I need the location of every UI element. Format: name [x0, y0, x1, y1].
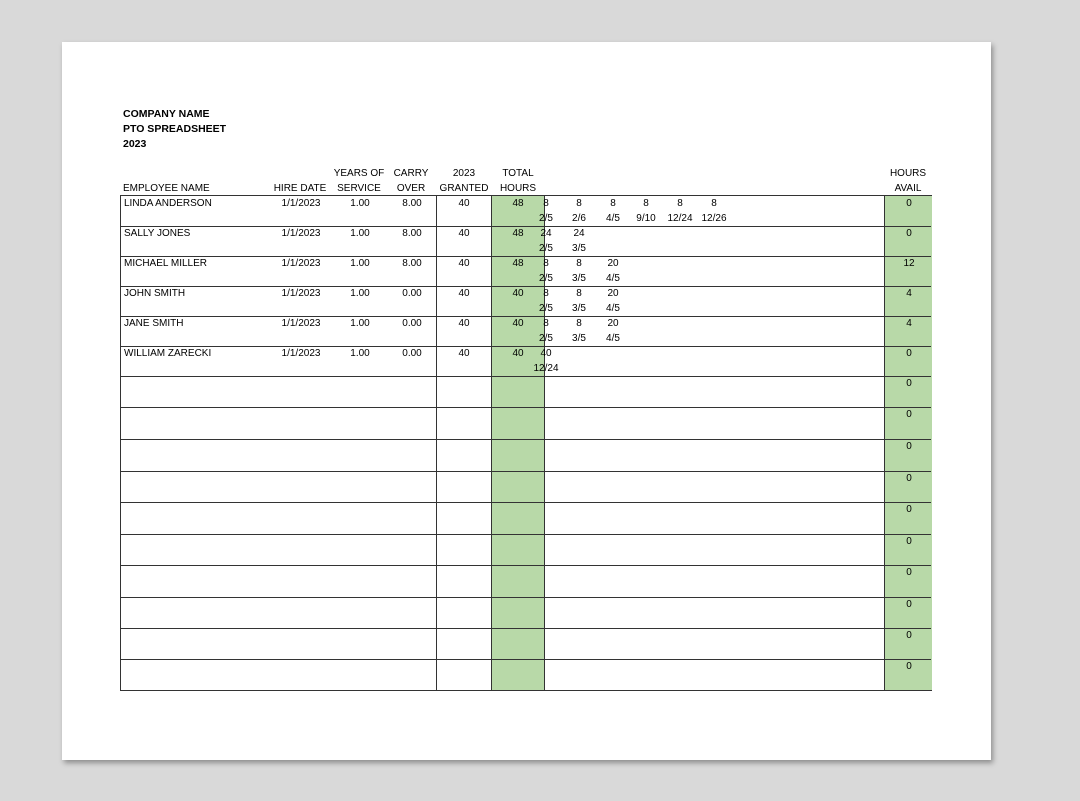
row-divider [121, 439, 931, 440]
pto-date: 2/6 [572, 212, 586, 224]
hours-avail-cell: 0 [906, 504, 912, 515]
granted-cell: 40 [458, 318, 470, 329]
hours-avail-cell: 0 [906, 599, 912, 610]
employee-name-cell: JANE SMITH [124, 318, 184, 329]
row-divider [121, 407, 931, 408]
header-employee-name: EMPLOYEE NAME [123, 183, 210, 194]
hours-avail-cell: 0 [906, 441, 912, 452]
row-divider [121, 534, 931, 535]
pto-date: 2/5 [539, 272, 553, 284]
header-carry-over-line2: OVER [396, 183, 426, 194]
pto-hours: 8 [677, 198, 683, 209]
pto-date: 3/5 [572, 332, 586, 344]
pto-hours: 8 [543, 288, 549, 299]
hours-avail-cell: 0 [906, 661, 912, 672]
hours-avail-cell: 4 [906, 318, 912, 329]
employee-name-cell: JOHN SMITH [124, 288, 186, 299]
hours-avail-cell: 4 [906, 288, 912, 299]
granted-cell: 40 [458, 228, 470, 239]
hire-date-cell: 1/1/2023 [281, 258, 321, 269]
pto-hours: 8 [576, 288, 582, 299]
years-of-service-cell: 1.00 [350, 198, 370, 209]
hours-avail-cell: 0 [906, 348, 912, 359]
pto-date: 4/5 [606, 272, 620, 284]
hire-date-cell: 1/1/2023 [281, 318, 321, 329]
pto-date: 3/5 [572, 242, 586, 254]
total-hours-cell: 40 [512, 288, 524, 299]
pto-hours: 8 [610, 198, 616, 209]
employee-name-cell: WILLIAM ZARECKI [124, 348, 212, 359]
pto-hours: 20 [607, 258, 619, 269]
header-granted-line1: 2023 [452, 168, 476, 179]
pto-hours: 20 [607, 288, 619, 299]
pto-hours: 24 [540, 228, 552, 239]
hours-avail-cell: 0 [906, 228, 912, 239]
header-carry-over-line1: CARRY [393, 168, 429, 179]
header-total-hours-line2: HOURS [499, 183, 537, 194]
pto-table [120, 195, 932, 691]
row-divider [121, 376, 931, 377]
hours-avail-cell: 0 [906, 409, 912, 420]
pto-hours: 20 [607, 318, 619, 329]
sheet-year: 2023 [123, 138, 147, 150]
pto-hours: 40 [540, 348, 552, 359]
pto-hours: 8 [643, 198, 649, 209]
hours-avail-cell: 0 [906, 198, 912, 209]
pto-hours: 8 [543, 258, 549, 269]
hours-avail-cell: 0 [906, 630, 912, 641]
header-years-of-service-line2: SERVICE [337, 183, 381, 194]
total-hours-cell: 40 [512, 348, 524, 359]
employee-name-cell: LINDA ANDERSON [124, 198, 212, 209]
header-granted-line2: GRANTED [439, 183, 489, 194]
header-hire-date: HIRE DATE [273, 183, 327, 194]
hire-date-cell: 1/1/2023 [281, 288, 321, 299]
granted-cell: 40 [458, 288, 470, 299]
years-of-service-cell: 1.00 [350, 228, 370, 239]
employee-name-cell: MICHAEL MILLER [124, 258, 207, 269]
years-of-service-cell: 1.00 [350, 258, 370, 269]
pto-date: 2/5 [539, 242, 553, 254]
pto-date: 12/24 [533, 362, 559, 374]
row-divider [121, 628, 931, 629]
hire-date-cell: 1/1/2023 [281, 348, 321, 359]
pto-hours: 8 [576, 318, 582, 329]
pto-date: 2/5 [539, 332, 553, 344]
pto-date: 4/5 [606, 302, 620, 314]
carry-over-cell: 0.00 [402, 288, 422, 299]
pto-date: 2/5 [539, 212, 553, 224]
years-of-service-cell: 1.00 [350, 348, 370, 359]
hours-avail-cell: 0 [906, 378, 912, 389]
header-total-hours-line1: TOTAL [502, 168, 534, 179]
row-divider [121, 597, 931, 598]
sheet-title: PTO SPREADSHEET [123, 123, 227, 135]
total-hours-cell: 40 [512, 318, 524, 329]
years-of-service-cell: 1.00 [350, 318, 370, 329]
carry-over-cell: 0.00 [402, 318, 422, 329]
pto-date: 12/24 [667, 212, 693, 224]
header-hours-avail-line1: HOURS [889, 168, 927, 179]
company-name: COMPANY NAME [123, 108, 210, 120]
granted-cell: 40 [458, 198, 470, 209]
pto-date: 2/5 [539, 302, 553, 314]
row-divider [121, 659, 931, 660]
pto-hours: 24 [573, 228, 585, 239]
header-hours-avail-line2: AVAIL [894, 183, 922, 194]
pto-date: 9/10 [636, 212, 656, 224]
pto-hours: 8 [543, 318, 549, 329]
row-divider [121, 502, 931, 503]
pto-date: 12/26 [701, 212, 727, 224]
total-hours-cell: 48 [512, 198, 524, 209]
pto-hours: 8 [543, 198, 549, 209]
pto-date: 3/5 [572, 272, 586, 284]
carry-over-cell: 8.00 [402, 228, 422, 239]
row-divider [121, 471, 931, 472]
employee-name-cell: SALLY JONES [124, 228, 191, 239]
pto-hours: 8 [576, 198, 582, 209]
hours-avail-cell: 0 [906, 473, 912, 484]
pto-date: 4/5 [606, 332, 620, 344]
carry-over-cell: 8.00 [402, 198, 422, 209]
hours-avail-cell: 0 [906, 536, 912, 547]
pto-hours: 8 [711, 198, 717, 209]
spreadsheet-page [62, 42, 991, 760]
row-divider [121, 565, 931, 566]
pto-date: 4/5 [606, 212, 620, 224]
hours-avail-cell: 12 [903, 258, 915, 269]
pto-hours: 8 [576, 258, 582, 269]
header-years-of-service-line1: YEARS OF [333, 168, 385, 179]
carry-over-cell: 8.00 [402, 258, 422, 269]
pto-date: 3/5 [572, 302, 586, 314]
hire-date-cell: 1/1/2023 [281, 198, 321, 209]
granted-cell: 40 [458, 348, 470, 359]
carry-over-cell: 0.00 [402, 348, 422, 359]
hours-avail-cell: 0 [906, 567, 912, 578]
total-hours-cell: 48 [512, 258, 524, 269]
hire-date-cell: 1/1/2023 [281, 228, 321, 239]
years-of-service-cell: 1.00 [350, 288, 370, 299]
total-hours-cell: 48 [512, 228, 524, 239]
granted-cell: 40 [458, 258, 470, 269]
